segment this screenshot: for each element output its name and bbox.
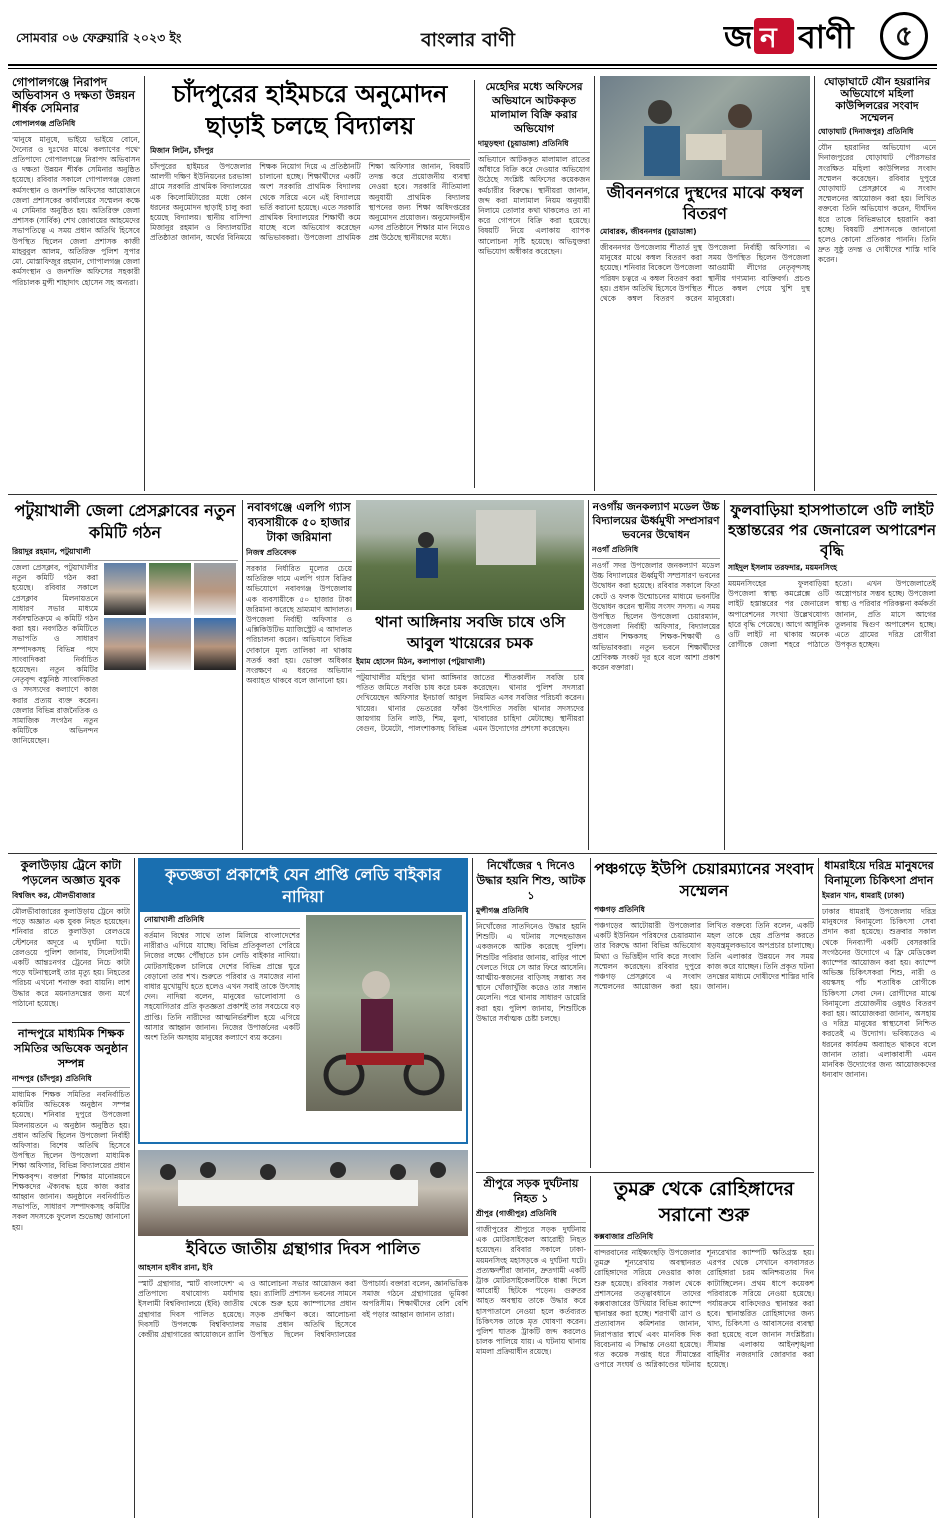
article-body: মাধ্যমিক শিক্ষক সমিতির নবনির্বাচিত কমিটির অভিষেক অনুষ্ঠান সম্পন্ন হয়েছে। শনিবার দুপুরে উপজেলা মিলনায়তনে এ অনুষ্ঠান অনুষ্ঠিত হয়। প্রধান অতিথি ছিলেন উপজেলা নির্বাহী অফিসার। বিশেষ অতিথি হিসেবে উপস্থিত ছিলেন উপজেলা মাধ্যমিক শিক্ষা অফিসার, বিভিন্ন বিদ্যালয়ের প্রধান শিক্ষকবৃন্দ। বক্তারা শিক্ষার মানোন্নয়নে শিক্ষকদের ঐক্যবদ্ধ হয়ে কাজ করার আহ্বান জানান। অনুষ্ঠানে নবনির্বাচিত সভাপতি, সাধারণ সম্পাদকসহ কমিটির সকল সদস্যকে ফুলেল শুভেচ্ছা জানানো হয়। — [12, 1090, 130, 1232]
section-title: বাংলার বাণী — [420, 29, 515, 51]
member-photo — [149, 563, 191, 615]
article-body: 'স্মার্ট গ্রন্থাগার, স্মার্ট বাংলাদেশ' এ প্রতিপাদ্যে যথাযোগ্য মর্যাদায় ইসলামী বিশ্ববিদ্যালয়ে (ইবি) জাতীয় গ্রন্থাগার দিবস পালিত হয়েছে। দিবসটি উপলক্ষে বিশ্ববিদ্যালয় কেন্দ্রীয় গ্রন্থাগারের আয়োজনে র‍্যালি ও আলোচনা সভার আয়োজন করা হয়। র‍্যালিটি প্রশাসন ভবনের সামনে থেকে শুরু হয়ে ক্যাম্পাসের প্রধান সড়ক প্রদক্ষিণ করে। আলোচনা সভায় প্রধান অতিথি হিসেবে উপস্থিত ছিলেন বিশ্ববিদ্যালয়ের উপাচার্য। বক্তারা বলেন, জ্ঞানভিত্তিক সমাজ গঠনে গ্রন্থাগারের ভূমিকা অপরিসীম। শিক্ষার্থীদের বেশি বেশি বই পড়ার আহ্বান জানান তারা। — [138, 1279, 468, 1340]
article-jibannagar — [600, 182, 810, 491]
article-ghoraghat — [818, 76, 936, 491]
article-body: বর্তমান বিশ্বের সাথে তাল মিলিয়ে বাংলাদেশের নারীরাও এগিয়ে যাচ্ছে। বিভিন্ন প্রতিকূলতা পেরিয়ে নিজের লক্ষ্যে পৌঁছাতে চান লেডি বাইকার নাদিয়া। মোটরসাইকেল চালিয়ে দেশের বিভিন্ন প্রান্তে ঘুরে বেড়ানো তার শখ। শুরুতে পরিবার ও সমাজের নানা বাধার মুখোমুখি হতে হলেও এখন সবাই তাকে উৎসাহ দেন। নাদিয়া বলেন, মানুষের ভালোবাসা ও সহযোগিতার প্রতি কৃতজ্ঞতা প্রকাশই তার সবচেয়ে বড় প্রাপ্তি। তিনি নারীদের আত্মনির্ভরশীল হয়ে এগিয়ে আসার আহ্বান জানান। নিজের উপার্জনের একটি অংশ তিনি অসহায় মানুষের কল্যাণে ব্যয় করেন। — [144, 931, 300, 1043]
article-meherpur-final — [478, 80, 590, 488]
byline: মিজান লিটন, চাঁদপুর — [150, 146, 470, 160]
byline: ঘোড়াঘাট (দিনাজপুর) প্রতিনিধি — [818, 127, 936, 141]
article-nababganj — [246, 500, 352, 850]
article-body: জেলা প্রেসক্লাব, পটুয়াখালীর নতুন কমিটি গঠন করা হয়েছে। রবিবার সকালে প্রেসক্লাব মিলনায়তনে সাধারণ সভার মাধ্যমে সর্বসম্মতিক্রমে এ কমিটি গঠন করা হয়। নবগঠিত কমিটিতে সভাপতি ও সাধারণ সম্পাদকসহ বিভিন্ন পদে সাংবাদিকরা নির্বাচিত হয়েছেন। নতুন কমিটির নেতৃবৃন্দ বস্তুনিষ্ঠ সাংবাদিকতা ও সদস্যদের কল্যাণে কাজ করার প্রত্যয় ব্যক্ত করেন। জেলার বিভিন্ন রাজনৈতিক ও সামাজিক সংগঠন নতুন কমিটিকে অভিনন্দন জানিয়েছেন। — [12, 563, 98, 746]
byline: বিশ্বজিৎ কর, মৌলভীবাজার — [12, 891, 130, 905]
article-rohingya — [594, 1176, 814, 1518]
article-body: ঢাকার ধামরাই উপজেলায় দরিদ্র মানুষদের বিনামূল্যে চিকিৎসা সেবা প্রদান করা হয়েছে। শুক্রবার সকাল থেকে দিনব্যাপী একটি বেসরকারি সংগঠনের উদ্যোগে এ ফ্রি মেডিকেল ক্যাম্পের আয়োজন করা হয়। ক্যাম্পে অভিজ্ঞ চিকিৎসকরা শিশু, নারী ও বয়স্কসহ পাঁচ শতাধিক রোগীকে চিকিৎসা সেবা দেন। রোগীদের মাঝে বিনামূল্যে প্রয়োজনীয় ওষুধও বিতরণ করা হয়। আয়োজকরা জানান, অসহায় ও দরিদ্র মানুষের স্বাস্থ্যসেবা নিশ্চিত করতেই এ উদ্যোগ। ভবিষ্যতেও এ ধরনের কার্যক্রম অব্যাহত থাকবে বলে জানান তারা। এলাকাবাসী এমন মানবিক উদ্যোগের জন্য আয়োজকদের ধন্যবাদ জানান। — [822, 907, 936, 1080]
svg-text:ন: ন — [760, 21, 777, 54]
article-body: অভিযানে আটককৃত মালামাল রাতের আঁধারে বিক্রি করে দেওয়ার অভিযোগ উঠেছে সংশ্লিষ্ট অফিসের কয়েকজন কর্মচারীর বিরুদ্ধে। স্থানীয়রা জানান, জব্দ করা মালামাল নিয়ম অনুযায়ী নিলামে তোলার কথা থাকলেও তা না করে গোপনে বিক্রি করা হয়েছে। বিষয়টি নিয়ে এলাকায় ব্যাপক আলোচনা সৃষ্টি হয়েছে। অভিযুক্তরা অভিযোগ অস্বীকার করেছেন। — [478, 155, 590, 256]
headline: থানা আঙ্গিনায় সবজি চাষে ওসি আবুল খায়েরের চমক — [374, 613, 566, 652]
page-number — [880, 12, 928, 60]
headline: জীবননগরে দুস্থদের মাঝে কম্বল বিতরণ — [606, 183, 804, 223]
photo-library-rally — [138, 1150, 468, 1236]
byline: ইমাম হোসেন মিঠন, কলাপাড়া (পটুয়াখালী) — [356, 657, 584, 671]
article-library — [138, 1238, 468, 1520]
article-body: মৌলভীবাজারের কুলাউড়ায় ট্রেনে কাটা পড়ে অজ্ঞাত এক যুবক নিহত হয়েছেন। শনিবার রাতে কুলাউড়া রেলওয়ে স্টেশনের অদূরে এ দুর্ঘটনা ঘটে। রেলওয়ে পুলিশ জানায়, সিলেটগামী একটি আন্তঃনগর ট্রেনের নিচে কাটা পড়ে ঘটনাস্থলেই তার মৃত্যু হয়। নিহতের পরিচয় এখনো শনাক্ত করা যায়নি। লাশ উদ্ধার করে ময়নাতদন্তের জন্য মর্গে পাঠানো হয়েছে। — [12, 907, 130, 1008]
headline: কুলাউড়ায় ট্রেনে কাটা পড়লেন অজ্ঞাত যুবক — [20, 858, 122, 887]
article-body: ময়মনসিংহের ফুলবাড়িয়া উপজেলা স্বাস্থ্য কমপ্লেক্সে ওটি লাইট হস্তান্তরের পর জেনারেল অপারেশনের সংখ্যা উল্লেখযোগ্য হারে বৃদ্ধি পেয়েছে। আগে আধুনিক ওটি লাইট না থাকায় অনেক রোগীকে জেলা শহরে পাঠাতে হতো। এখন উপজেলাতেই অস্ত্রোপচার সম্ভব হচ্ছে। উপজেলা স্বাস্থ্য ও পরিবার পরিকল্পনা কর্মকর্তা জানান, প্রতি মাসে আগের তুলনায় দ্বিগুণ অপারেশন হচ্ছে। এতে গ্রামের দরিদ্র রোগীরা উপকৃত হচ্ছেন। — [728, 579, 936, 650]
member-photo — [149, 618, 191, 670]
headline: তুমব্রু থেকে রোহিঙ্গাদের সরানো শুরু — [613, 1178, 795, 1226]
photo-vegetable-garden — [356, 500, 584, 610]
byline: নোয়াখালী প্রতিনিধি — [144, 915, 300, 929]
byline: নওগাঁ প্রতিনিধি — [592, 545, 720, 559]
byline: মোবারক, জীবননগর (চুয়াডাঙ্গা) — [600, 227, 810, 241]
article-missing-child — [476, 858, 586, 1168]
byline: কক্সবাজার প্রতিনিধি — [594, 1232, 814, 1246]
byline: সাইদুল ইসলাম তরফদার, ময়মনসিংহ — [728, 563, 936, 577]
headline: নওগাঁয় জনকল্যাণ মডেল উচ্চ বিদ্যালয়ের ঊর্ধ্বমুখী সম্প্রসারণ ভবনের উদ্বোধন — [592, 501, 720, 541]
article-gopalganj — [12, 76, 140, 491]
headline: ইবিতে জাতীয় গ্রন্থাগার দিবস পালিত — [186, 1239, 420, 1258]
headline: চাঁদপুরের হাইমচরে অনুমোদন ছাড়াই চলছে বিদ্যালয় — [172, 79, 448, 140]
article-patuakhali — [12, 500, 238, 850]
headline-banner — [140, 860, 466, 912]
byline: মুন্সীগঞ্জ প্রতিনিধি — [476, 906, 586, 920]
article-body: চাঁদপুরের হাইমচর উপজেলার আলগী দক্ষিণ ইউনিয়নের চরভাঙ্গা গ্রামে সরকারি প্রাথমিক বিদ্যালয়ের এক কিলোমিটারের মধ্যে কোন ধরনের অনুমোদন ছাড়াই চালু করা হয়েছে বিদ্যালয়। স্থানীয় বাসিন্দা মিজানুর রহমান ও বিদ্যালয়টির প্রতিষ্ঠাতা জানান, অর্থের বিনিময়ে শিক্ষক নিয়োগ দিয়ে এ প্রতিষ্ঠানটি চালানো হচ্ছে। শিক্ষার্থীদের একটি অংশ সরকারি প্রাথমিক বিদ্যালয় থেকে সরিয়ে এনে এই বিদ্যালয়ে ভর্তি করানো হয়েছে। এতে সরকারি প্রাথমিক বিদ্যালয়ের শিক্ষার্থী কমে যাচ্ছে বলে অভিযোগ করেছেন অভিভাবকরা। উপজেলা প্রাথমিক শিক্ষা অফিসার জানান, বিষয়টি তদন্ত করে প্রয়োজনীয় ব্যবস্থা নেওয়া হবে। সরকারি নীতিমালা অনুযায়ী প্রাথমিক বিদ্যালয় স্থাপনের জন্য শিক্ষা অধিদপ্তরের অনুমোদন প্রয়োজন। অনুমোদনহীন এসব প্রতিষ্ঠানে শিক্ষার মান নিয়েও প্রশ্ন উঠেছে স্থানীয়দের মধ্যে। — [150, 162, 470, 243]
article-nandpur — [12, 1026, 130, 1520]
headline: নিখোঁজের ৭ দিনেও উদ্ধার হয়নি শিশু, আটক ১ — [476, 859, 586, 902]
headline: ফুলবাড়িয়া হাসপাতালে ওটি লাইট হস্তান্তরের পর জেনারেল অপারেশন বৃদ্ধি — [728, 501, 936, 559]
issue-date: সোমবার ০৬ ফেব্রুয়ারি ২০২৩ ইং — [16, 30, 182, 45]
member-photo — [104, 618, 146, 670]
svg-text:জ: জ — [724, 18, 753, 56]
newspaper-logo — [720, 10, 875, 60]
article-body: নওগাঁ সদর উপজেলার জনকল্যাণ মডেল উচ্চ বিদ্যালয়ের ঊর্ধ্বমুখী সম্প্রসারণ ভবনের উদ্বোধন করা হয়েছে। রবিবার সকালে ফিতা কেটে ও ফলক উন্মোচনের মাধ্যমে ভবনটির উদ্বোধন করেন স্থানীয় সংসদ সদস্য। এ সময় উপস্থিত ছিলেন উপজেলা চেয়ারম্যান, উপজেলা নির্বাহী অফিসার, বিদ্যালয়ের প্রধান শিক্ষকসহ শিক্ষক-শিক্ষার্থী ও অভিভাবকরা। নতুন ভবনে শিক্ষার্থীদের শ্রেণিকক্ষ সংকট দূর হবে বলে আশা প্রকাশ করেন বক্তারা। — [592, 561, 720, 673]
headline: গোপালগঞ্জে নিরাপদ অভিবাসন ও দক্ষতা উন্নয়ন শীর্ষক সেমিনার — [12, 76, 135, 116]
article-body: পঞ্চগড়ের আটোয়ারী উপজেলার একটি ইউনিয়ন পরিষদের চেয়ারম্যান তার বিরুদ্ধে আনা বিভিন্ন অভিযোগ মিথ্যা ও ভিত্তিহীন দাবি করে সংবাদ সম্মেলন করেছেন। রবিবার দুপুরে পঞ্চগড় প্রেসক্লাবে এ সংবাদ সম্মেলনের আয়োজন করা হয়। লিখিত বক্তব্যে তিনি বলেন, একটি মহল তাকে হেয় প্রতিপন্ন করতে ষড়যন্ত্রমূলকভাবে অপপ্রচার চালাচ্ছে। তিনি এলাকার উন্নয়নে সব সময় কাজ করে যাচ্ছেন। তিনি প্রকৃত ঘটনা তদন্তের মাধ্যমে দোষীদের শাস্তির দাবি জানান। — [594, 921, 814, 992]
headline: নান্দপুরে মাধ্যমিক শিক্ষক সমিতির অভিষেক অনুষ্ঠান সম্পন্ন — [14, 1027, 128, 1070]
member-photo — [104, 563, 146, 615]
article-dhamrai — [822, 858, 936, 1518]
byline: দামুড়হুদা (চুয়াডাঙ্গা) প্রতিনিধি — [478, 139, 590, 153]
byline: আহসান হাবীব রানা, ইবি — [138, 1263, 468, 1277]
headline: শ্রীপুরে সড়ক দুর্ঘটনায় নিহত ১ — [483, 1177, 579, 1205]
headline: পঞ্চগড়ে ইউপি চেয়ারম্যানের সংবাদ সম্মেলন — [594, 859, 814, 900]
headline: কৃতজ্ঞতা প্রকাশেই যেন প্রাপ্তি লেডি বাইকার নাদিয়া — [165, 865, 441, 906]
article-nadia — [138, 858, 468, 1144]
byline: ইমরান খান, ধামরাই (ঢাকা) — [822, 891, 936, 905]
photo-blanket-distribution — [600, 76, 810, 180]
headline: নবাবগঞ্জে এলপি গ্যাস ব্যবসায়ীকে ৫০ হাজার টাকা জরিমানা — [247, 500, 351, 544]
article-abul-khayer — [356, 612, 584, 850]
article-naogaon — [592, 500, 720, 850]
byline: শ্রীপুর (গাজীপুর) প্রতিনিধি — [476, 1209, 586, 1223]
article-body: নিখোঁজের সাতদিনেও উদ্ধার হয়নি শিশুটি। এ ঘটনায় সন্দেহভাজন একজনকে আটক করেছে পুলিশ। শিশুটির পরিবার জানায়, বাড়ির পাশে খেলতে গিয়ে সে আর ফিরে আসেনি। আত্মীয়-স্বজনের বাড়িসহ সম্ভাব্য সব স্থানে খোঁজাখুঁজি করেও তার সন্ধান মেলেনি। পরে থানায় সাধারণ ডায়েরি করা হয়। পুলিশ জানায়, শিশুটিকে উদ্ধারে সর্বাত্মক চেষ্টা চলছে। — [476, 922, 586, 1023]
article-body: পটুয়াখালীর মহিপুর থানা আঙ্গিনার পতিত জমিতে সবজি চাষ করে চমক দেখিয়েছেন অফিসার ইনচার্জ আবুল খায়ের। থানার ভেতরের ফাঁকা জায়গায় তিনি লাউ, শিম, মুলা, বেগুন, টমেটো, পালংশাকসহ বিভিন্ন জাতের শীতকালীন সবজি চাষ করেছেন। থানার পুলিশ সদস্যরা নিয়মিত এসব সবজির পরিচর্যা করেন। উৎপাদিত সবজি থানার সদস্যদের খাবারের চাহিদা মেটাচ্ছে। স্থানীয়রা এমন উদ্যোগের প্রশংসা করেছেন। — [356, 673, 584, 734]
byline: রিয়াদুর রহমান, পটুয়াখালী — [12, 547, 238, 561]
masthead — [0, 0, 945, 72]
headline: পটুয়াখালী জেলা প্রেসক্লাবের নতুন কমিটি গঠন — [14, 501, 236, 542]
byline: গোপালগঞ্জ প্রতিনিধি — [12, 119, 140, 133]
article-phulbaria — [728, 500, 936, 850]
article-body: বান্দরবানের নাইক্ষ্যংছড়ি উপজেলার তুমব্রু শূন্যরেখায় অবস্থানরত রোহিঙ্গাদের সরিয়ে নেওয়ার কাজ শুরু হয়েছে। রবিবার সকাল থেকে প্রশাসনের তত্ত্বাবধানে তাদের কক্সবাজারের উখিয়ার বিভিন্ন ক্যাম্পে স্থানান্তর করা হচ্ছে। শরণার্থী ত্রাণ ও প্রত্যাবাসন কমিশনার জানান, নিরাপত্তার স্বার্থে এবং মানবিক দিক বিবেচনায় এ সিদ্ধান্ত নেওয়া হয়েছে। গত কয়েক সপ্তাহ ধরে সীমান্তের ওপারে সংঘর্ষ ও অগ্নিকাণ্ডের ঘটনায় শূন্যরেখার ক্যাম্পটি ক্ষতিগ্রস্ত হয়। এরপর থেকে সেখানে বসবাসরত রোহিঙ্গারা চরম অনিশ্চয়তায় দিন কাটাচ্ছিলেন। প্রথম ধাপে কয়েকশ পরিবারকে সরিয়ে নেওয়া হয়েছে। পর্যায়ক্রমে বাকিদেরও স্থানান্তর করা হবে। স্থানান্তরিত রোহিঙ্গাদের জন্য খাদ্য, চিকিৎসা ও আবাসনের ব্যবস্থা করা হয়েছে বলে জানান সংশ্লিষ্টরা। সীমান্ত এলাকায় আইনশৃঙ্খলা বাহিনীর নজরদারি জোরদার করা হয়েছে। — [594, 1248, 814, 1370]
article-body: সরকার নির্ধারিত মূল্যের চেয়ে অতিরিক্ত দামে এলপি গ্যাস বিক্রির অভিযোগে নবাবগঞ্জ উপজেলায় এক ব্যবসায়ীকে ৫০ হাজার টাকা জরিমানা করেছে ভ্রাম্যমাণ আদালত। উপজেলা নির্বাহী অফিসার ও এক্সিকিউটিভ ম্যাজিস্ট্রেট এ আদালত পরিচালনা করেন। অভিযানে বিভিন্ন দোকানে মূল্য তালিকা না থাকায় সতর্ক করা হয়। ভোক্তা অধিকার সংরক্ষণে এ ধরনের অভিযান অব্যাহত থাকবে বলে জানানো হয়। — [246, 564, 352, 686]
article-panchagarh — [594, 858, 814, 1168]
article-kulaura — [12, 858, 130, 1018]
committee-photos — [104, 563, 236, 850]
headline: মেহেদির মধ্যে অফিসের অভিযানে আটককৃত মালামাল বিক্রি করার অভিযোগ — [485, 81, 583, 135]
byline: নিজস্ব প্রতিবেদক — [246, 548, 352, 562]
article-chandpur — [150, 76, 470, 491]
article-body: গাজীপুরের শ্রীপুরে সড়ক দুর্ঘটনায় এক মোটরসাইকেল আরোহী নিহত হয়েছেন। রবিবার সকালে ঢাকা-ময়মনসিংহ মহাসড়কে এ দুর্ঘটনা ঘটে। প্রত্যক্ষদর্শীরা জানান, দ্রুতগামী একটি ট্রাক মোটরসাইকেলটিকে ধাক্কা দিলে আরোহী ছিটকে পড়েন। গুরুতর আহত অবস্থায় তাকে উদ্ধার করে হাসপাতালে নেওয়া হলে কর্তব্যরত চিকিৎসক তাকে মৃত ঘোষণা করেন। পুলিশ ঘাতক ট্রাকটি জব্দ করলেও চালক পালিয়ে যায়। এ ঘটনায় থানায় মামলা প্রক্রিয়াধীন রয়েছে। — [476, 1225, 586, 1357]
headline: ধামরাইয়ে দরিদ্র মানুষদের বিনামূল্যে চিকিৎসা প্রদান — [824, 859, 934, 887]
member-photo — [194, 618, 236, 670]
article-body: 'মানুষে মানুষে, ভাইয়ে ভাইয়ে বোনে, দৈন্যের ও দুঃখের মাঝে কল্যাণের পথে' প্রতিপাদ্যে গোপালগঞ্জে নিরাপদ অভিবাসন ও দক্ষতা উন্নয়ন শীর্ষক সেমিনার অনুষ্ঠিত হয়েছে। রবিবার সকালে গোপালগঞ্জ জেলা কর্মসংস্থান ও জনশক্তি অফিসের আয়োজনে জেলা প্রশাসকের কার্যালয়ের সম্মেলন কক্ষে এ সেমিনার অনুষ্ঠিত হয়। অতিরিক্ত জেলা প্রশাসক (সার্বিক) শেখ জোবায়ের আহমেদের সভাপতিত্বে এ সময় প্রধান অতিথি হিসেবে উপস্থিত ছিলেন জেলা প্রশাসক কাজী মাহবুবুল আলম, অতিরিক্ত পুলিশ সুপার মো. মোস্তাফিজুর রহমান, গোপালগঞ্জ জেলা কর্মসংস্থান ও জনশক্তি অফিসের সহকারী পরিচালক মুন্সী শাহাদাৎ হোসেন সহ অন্যরা। — [12, 134, 140, 287]
article-body: জীবননগর উপজেলায় শীতার্ত দুস্থ মানুষের মাঝে কম্বল বিতরণ করা হয়েছে। শনিবার বিকেলে উপজেলা পরিষদ চত্বরে এ কম্বল বিতরণ করা হয়। প্রধান অতিথি হিসেবে উপস্থিত থেকে কম্বল বিতরণ করেন উপজেলা নির্বাহী অফিসার। এ সময় উপস্থিত ছিলেন উপজেলা আওয়ামী লীগের নেতৃবৃন্দসহ স্থানীয় গণ্যমান্য ব্যক্তিবর্গ। প্রচণ্ড শীতে কম্বল পেয়ে খুশি দুস্থ মানুষেরা। — [600, 243, 810, 304]
photo-lady-biker — [306, 915, 462, 1111]
headline: ঘোড়াঘাটে যৌন হয়রানির অভিযোগে মহিলা কাউন্সিলরের সংবাদ সম্মেলন — [823, 76, 931, 125]
article-body: যৌন হয়রানির অভিযোগ এনে দিনাজপুরের ঘোড়াঘাট পৌরসভার সংরক্ষিত মহিলা কাউন্সিলর সংবাদ সম্মেলন করেছেন। রবিবার দুপুরে ঘোড়াঘাট প্রেসক্লাবে এ সংবাদ সম্মেলনের আয়োজন করা হয়। লিখিত বক্তব্যে তিনি অভিযোগ করেন, দীর্ঘদিন ধরে তাকে বিভিন্নভাবে হয়রানি করা হচ্ছে। বিষয়টি প্রশাসনকে জানানো হলেও কোনো প্রতিকার পাননি। তিনি দ্রুত সুষ্ঠু তদন্ত ও দোষীদের শাস্তি দাবি করেন। — [818, 143, 936, 265]
byline: নান্দপুর (চাঁদপুর) প্রতিনিধি — [12, 1074, 130, 1088]
article-sreepur — [476, 1176, 586, 1518]
svg-text:বাণী: বাণী — [798, 18, 854, 56]
member-photo — [194, 563, 236, 615]
byline: পঞ্চগড় প্রতিনিধি — [594, 905, 814, 919]
page-number-text: ৫ — [894, 19, 914, 52]
